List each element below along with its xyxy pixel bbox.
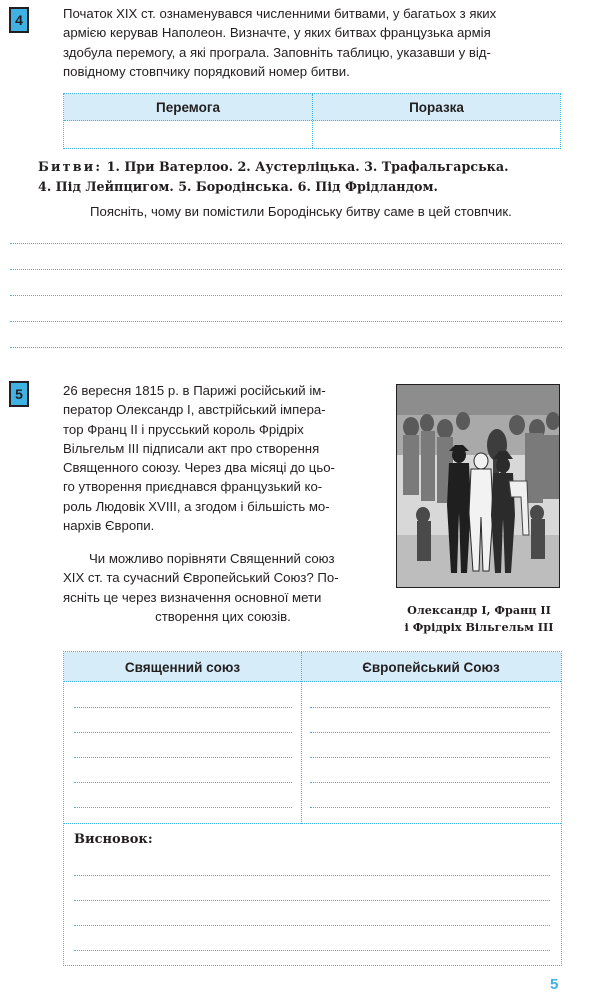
battles-line: 4. Під Лейпцигом. 5. Бородінська. 6. Під Фрідландом. — [38, 178, 438, 194]
question-line: Чи можливо порівняти Священний союз — [89, 551, 335, 566]
battles-label: Битви: — [38, 159, 103, 174]
defeat-answer-cell[interactable] — [313, 122, 560, 148]
task5-text-line: го утворення приєднався французький ко- — [63, 479, 323, 495]
task5-question — [63, 549, 383, 626]
header-holy-alliance: Священний союз — [124, 659, 241, 675]
answer-line[interactable] — [74, 950, 550, 951]
answer-line[interactable] — [310, 782, 550, 783]
task-number-badge: 5 — [9, 381, 29, 407]
answer-line[interactable] — [310, 757, 550, 758]
question-line: ясніть це через визначення основної мети — [63, 589, 322, 605]
header-defeat: Поразка — [409, 100, 464, 115]
task4-text-line: армією керував Наполеон. Визначте, у яких битвах французька армія — [63, 25, 491, 41]
task5-text-line: тор Франц ІІ і прусський король Фрідріх — [63, 421, 304, 437]
answer-line[interactable] — [10, 269, 562, 270]
victory-answer-cell[interactable] — [64, 122, 312, 148]
caption-line: і Фрідріх Вільгельм ІІІ — [404, 620, 554, 634]
task5-text-line: Вільгельм ІІІ підписали акт про створення — [63, 440, 320, 456]
task5-text-line: роль Людовік XVIII, а згодом і більшість мо- — [63, 498, 330, 514]
answer-line[interactable] — [310, 707, 550, 708]
answer-line[interactable] — [10, 347, 562, 348]
task4-text-line: здобула перемогу, а які програла. Заповніть таблицю, указавши у від- — [63, 44, 491, 60]
task4-text — [63, 4, 561, 81]
answer-line[interactable] — [74, 707, 292, 708]
question-line: створення цих союзів. — [155, 608, 291, 624]
unions-comparison-table — [63, 651, 562, 966]
answer-line[interactable] — [74, 732, 292, 733]
answer-line[interactable] — [10, 295, 562, 296]
answer-line[interactable] — [74, 925, 550, 926]
task5-text-line: 26 вересня 1815 р. в Парижі російський ім- — [63, 383, 326, 398]
answer-line[interactable] — [10, 321, 562, 322]
answer-line[interactable] — [74, 782, 292, 783]
battles-line: 1. При Ватерлоо. 2. Аустерліцька. 3. Трафальгарська. — [102, 159, 509, 174]
answer-line[interactable] — [310, 807, 550, 808]
task5-text-line: ператор Олександр І, австрійський імпера- — [63, 402, 326, 418]
answer-line[interactable] — [74, 875, 550, 876]
battles-list — [38, 157, 562, 196]
question-line: XIX ст. та сучасний Європейський Союз? По- — [63, 570, 339, 586]
row-divider — [64, 823, 561, 824]
question-text: Поясніть, чому ви помістили Бородінську битву саме в цей стовпчик. — [90, 204, 512, 219]
illustration-caption — [390, 602, 568, 636]
header-victory: Перемога — [156, 100, 220, 115]
task4-text-line: повідному стовпчику порядковий номер битви. — [63, 63, 350, 79]
task5-text — [63, 381, 383, 535]
task4-question — [90, 202, 562, 221]
answer-line[interactable] — [74, 807, 292, 808]
answer-line[interactable] — [310, 732, 550, 733]
answer-line[interactable] — [74, 757, 292, 758]
page-number: 5 — [550, 976, 559, 993]
conclusion-label: Висновок: — [74, 832, 153, 847]
caption-line: Олександр І, Франц ІІ — [407, 603, 551, 617]
task5-text-line: нархів Європи. — [63, 518, 155, 534]
task4-text-line: Початок XIX ст. ознаменувався численними битвами, у багатьох з яких — [63, 6, 497, 21]
task5-text-line: Священного союзу. Через два місяці до цьо- — [63, 460, 335, 476]
victory-defeat-table — [63, 93, 561, 149]
answer-line[interactable] — [10, 243, 562, 244]
monarchs-illustration — [396, 384, 560, 588]
answer-line[interactable] — [74, 900, 550, 901]
header-european-union: Європейський Союз — [362, 659, 500, 675]
task-number-badge: 4 — [9, 7, 29, 33]
